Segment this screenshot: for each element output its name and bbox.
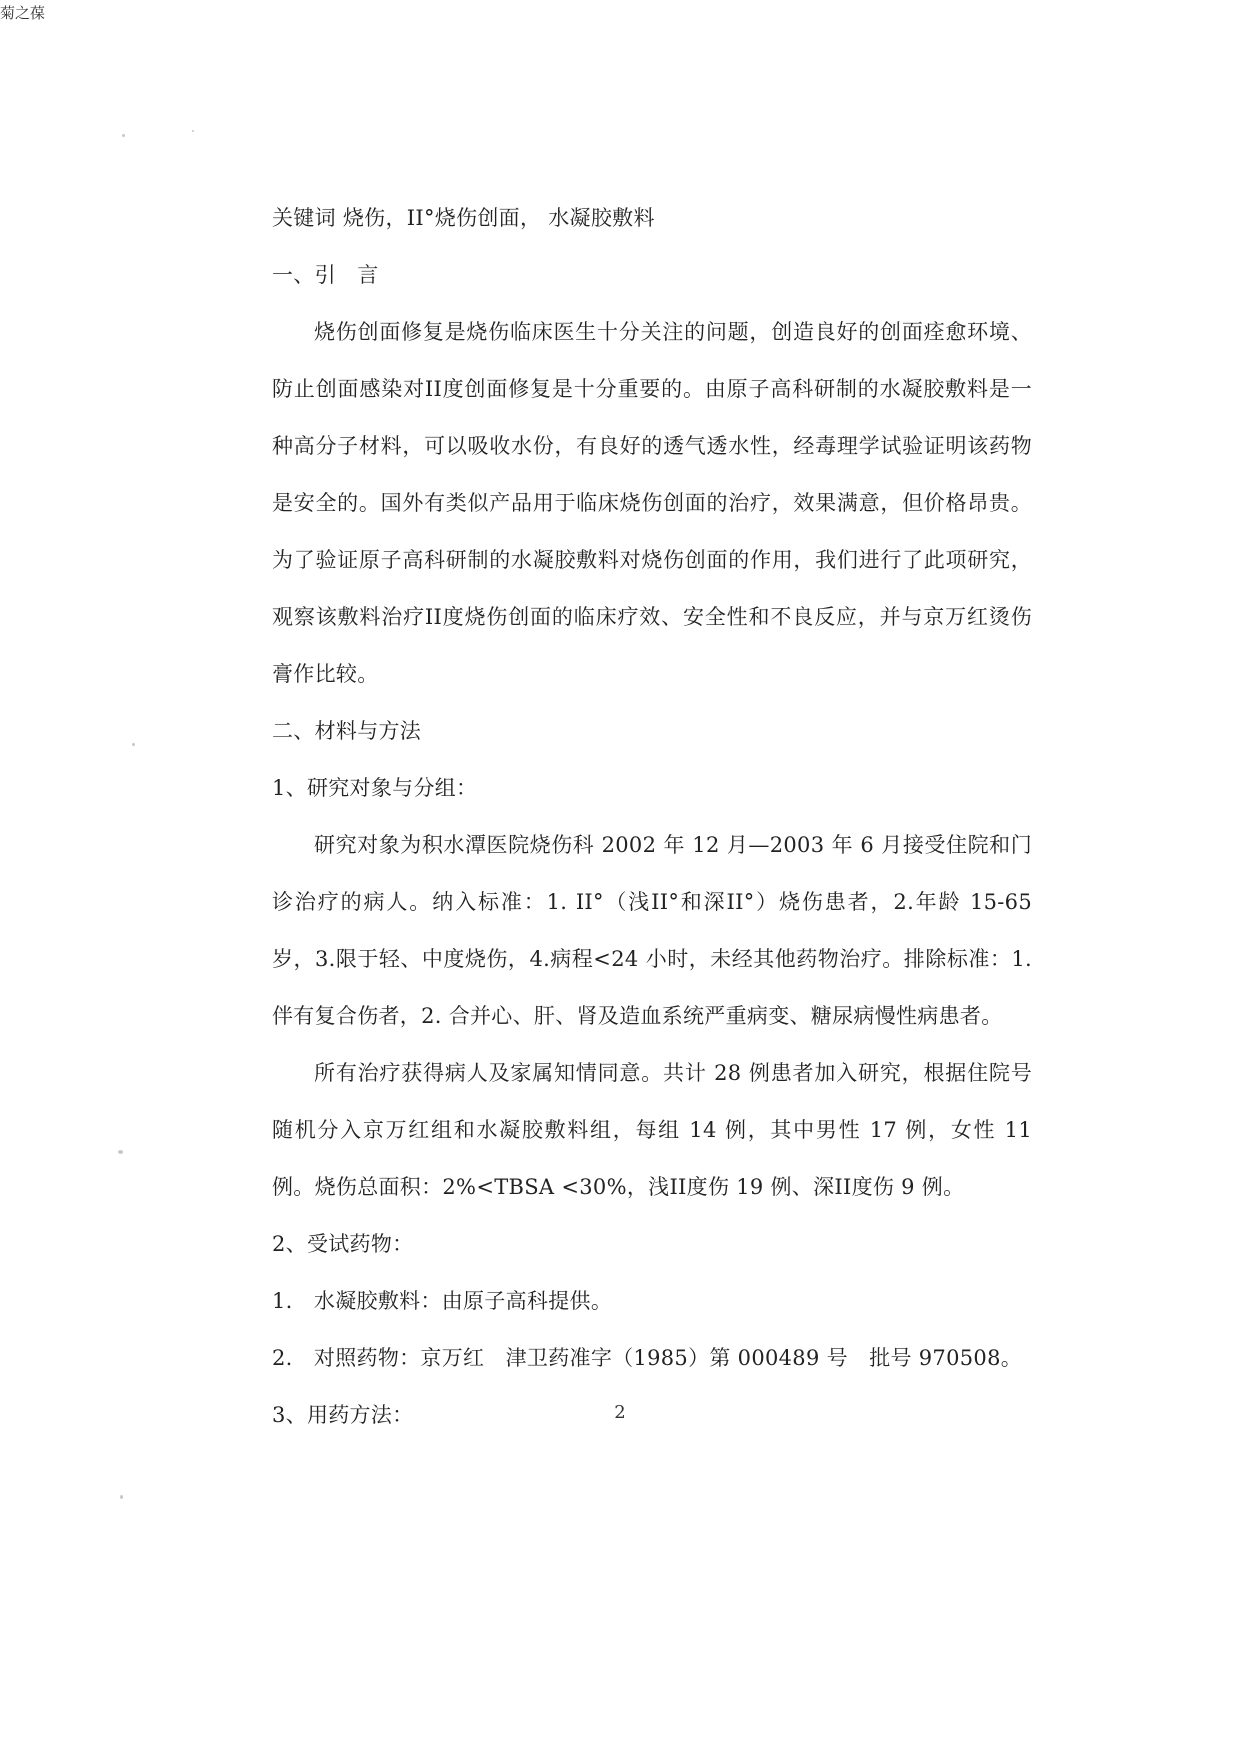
scan-speck xyxy=(132,743,135,746)
keywords-line: 关键词 烧伤，II°烧伤创面， 水凝胶敷料 xyxy=(272,206,655,230)
section-heading-materials-methods: 二、材料与方法 xyxy=(272,719,422,743)
scan-speck xyxy=(122,134,125,137)
subsection-heading-subjects: 1、研究对象与分组： xyxy=(272,776,478,800)
drug-list-item: 1. 水凝胶敷料：由原子高科提供。 xyxy=(272,1289,613,1313)
page-number: 2 xyxy=(614,1402,626,1423)
section-heading-introduction: 一、引 言 xyxy=(272,263,379,287)
scan-speck xyxy=(120,1495,123,1499)
corner-mark: 菊之葆 xyxy=(0,4,46,22)
drug-list-item: 2. 对照药物：京万红 津卫药准字（1985）第 000489 号 批号 970508。 xyxy=(272,1346,1023,1370)
introduction-paragraph: 烧伤创面修复是烧伤临床医生十分关注的问题，创造良好的创面痊愈环境、防止创面感染对II度创面修复是十分重要的。由原子高科研制的水凝胶敷料是一种高分子材料，可以吸收水份，有良好的透气透水性，经毒理学试验证明该药物是安全的。国外有类似产品用于临床烧伤创面的治疗，效果满意，但价格昂贵。为了验证原子高科研制的水凝胶敷料对烧伤创面的作用，我们进行了此项研究，观察该敷料治疗II度烧伤创面的临床疗效、安全性和不良反应，并与京万红烫伤膏作比较。 xyxy=(272,320,1032,686)
subsection-heading-administration: 3、用药方法： xyxy=(272,1403,414,1427)
scan-speck xyxy=(118,1150,123,1154)
subjects-paragraph: 研究对象为积水潭医院烧伤科 2002 年 12 月—2003 年 6 月接受住院和门诊治疗的病人。纳入标准：1. II°（浅II°和深II°）烧伤患者，2.年龄 15-65 岁，3.限于轻、中度烧伤，4.病程<24 小时，未经其他药物治疗。排除标准：1.伴有复合伤者，2. 合并心、肝、肾及造血系统严重病变、糖尿病慢性病患者。 xyxy=(272,833,1032,1028)
subsection-heading-test-drugs: 2、受试药物： xyxy=(272,1232,414,1256)
scan-speck xyxy=(192,130,194,132)
document-body xyxy=(272,190,1032,1444)
consent-paragraph: 所有治疗获得病人及家属知情同意。共计 28 例患者加入研究，根据住院号随机分入京万红组和水凝胶敷料组，每组 14 例，其中男性 17 例，女性 11 例。烧伤总面积：2%<TBSA <30%，浅II度伤 19 例、深II度伤 9 例。 xyxy=(272,1061,1032,1199)
